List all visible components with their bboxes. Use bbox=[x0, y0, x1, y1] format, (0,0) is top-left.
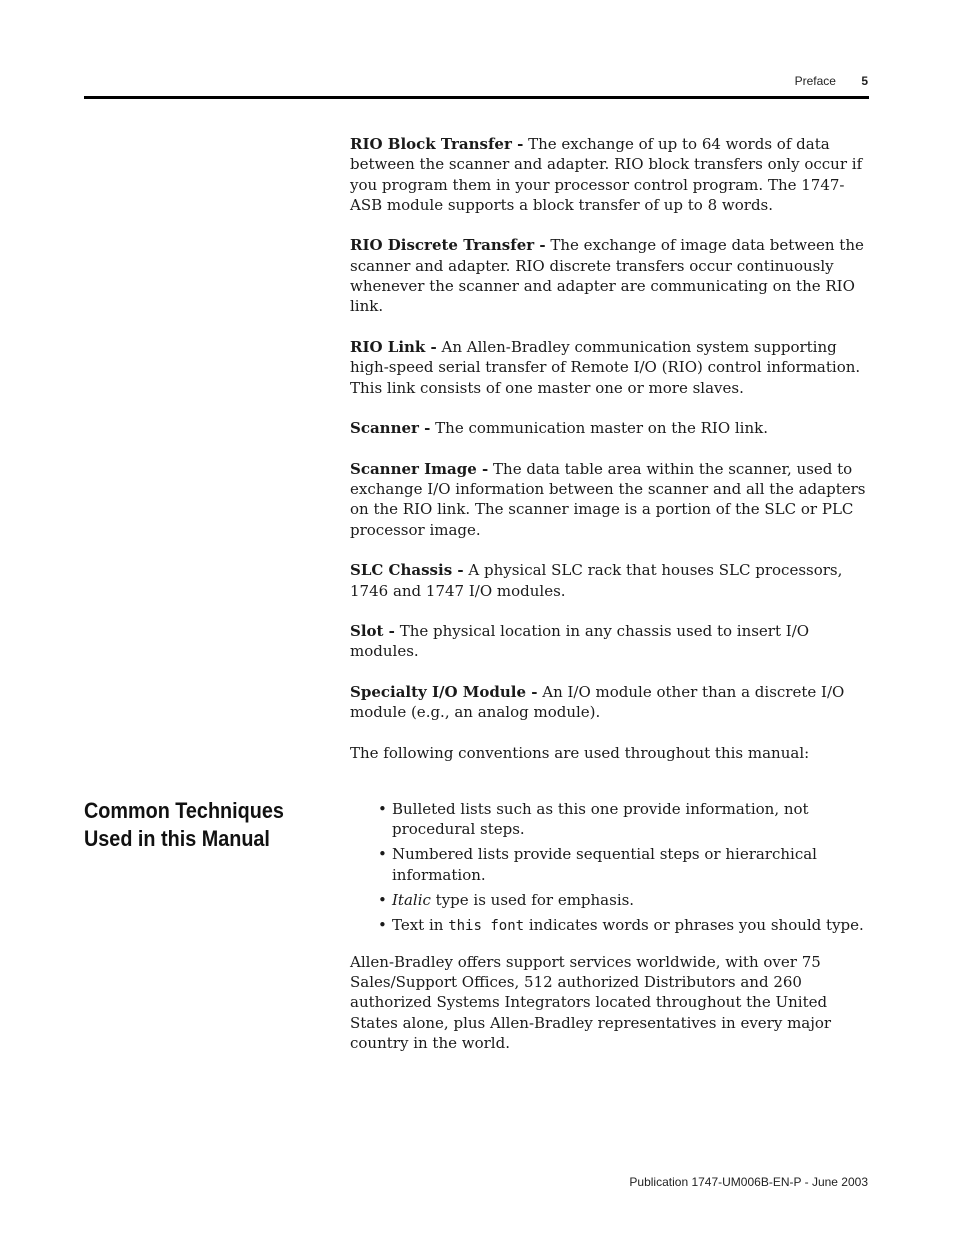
definition-text: The exchange of up to 64 words of data between the scanner and adapter. RIO block transfers only occur if you program them in your processor control program. The 1747-ASB module supports a block transfer of up to 8 words. bbox=[350, 135, 863, 214]
definition-term: Scanner - bbox=[350, 419, 431, 438]
bullet-icon: • bbox=[378, 800, 387, 818]
conventions-intro: The following conventions are used throughout this manual: bbox=[350, 743, 810, 762]
definition-rio-discrete-transfer bbox=[350, 235, 870, 316]
definition-slc-chassis bbox=[350, 560, 870, 601]
definition-rio-link bbox=[350, 337, 870, 398]
definition-scanner-image bbox=[350, 459, 870, 540]
list-item bbox=[350, 799, 870, 840]
section-heading: Common Techniques Used in this Manual bbox=[84, 798, 284, 851]
conventions-bullet-list bbox=[350, 799, 870, 936]
italic-example: Italic bbox=[392, 890, 431, 909]
definition-term: Slot - bbox=[350, 622, 395, 641]
definition-text: The exchange of image data between the scanner and adapter. RIO discrete transfers occur continuously whenever the scanner and adapter are communicating on the RIO link. bbox=[350, 236, 864, 316]
list-item-text: indicates words or phrases you should type. bbox=[524, 915, 864, 934]
definition-specialty-io-module bbox=[350, 682, 870, 723]
page-header bbox=[795, 74, 868, 88]
definition-text: The physical location in any chassis used to insert I/O modules. bbox=[350, 622, 810, 661]
bullet-icon: • bbox=[378, 915, 387, 934]
definition-scanner bbox=[350, 418, 870, 438]
definition-term: Specialty I/O Module - bbox=[350, 683, 538, 702]
publication-footer: Publication 1747-UM006B-EN-P - June 2003 bbox=[629, 1175, 868, 1189]
definition-term: SLC Chassis - bbox=[350, 561, 464, 580]
definition-text: An I/O module other than a discrete I/O module (e.g., an analog module). bbox=[350, 683, 845, 722]
header-section-title: Preface bbox=[794, 74, 836, 88]
definition-term: Scanner Image - bbox=[350, 459, 489, 478]
header-rule bbox=[84, 96, 869, 99]
definition-term: RIO Link - bbox=[350, 337, 437, 356]
techniques-section bbox=[350, 799, 870, 1053]
list-item bbox=[350, 890, 870, 910]
definition-term: RIO Discrete Transfer - bbox=[350, 236, 546, 255]
list-item bbox=[350, 915, 870, 936]
list-item-text: Text in bbox=[392, 915, 449, 934]
list-item-text: Bulleted lists such as this one provide information, not procedural steps. bbox=[392, 800, 809, 839]
definition-text: A physical SLC rack that houses SLC processors, 1746 and 1747 I/O modules. bbox=[350, 561, 843, 600]
page-number: 5 bbox=[861, 74, 868, 88]
list-item bbox=[350, 844, 870, 885]
list-item-text: Numbered lists provide sequential steps or hierarchical information. bbox=[392, 845, 817, 884]
definition-slot bbox=[350, 621, 870, 662]
monospace-example: this font bbox=[448, 917, 525, 934]
definition-term: RIO Block Transfer - bbox=[350, 135, 524, 153]
support-paragraph: Allen-Bradley offers support services worldwide, with over 75 Sales/Support Offices, 512 authorized Distributors and 260 authorized Systems Integrators located throughout the United States alone, plus Allen-Bradley representatives in every major country in the world. bbox=[350, 952, 832, 1053]
bullet-icon: • bbox=[378, 845, 387, 864]
definition-text: The data table area within the scanner, used to exchange I/O information between the scanner and all the adapters on the RIO link. The scanner image is a portion of the SLC or PLC processor image. bbox=[350, 459, 866, 539]
list-item-text: type is used for emphasis. bbox=[430, 890, 635, 909]
definition-text: An Allen-Bradley communication system supporting high-speed serial transfer of Remote I/O (RIO) control information. This link consists of one master one or more slaves. bbox=[350, 337, 861, 397]
definition-text: The communication master on the RIO link. bbox=[430, 419, 768, 438]
definitions-list bbox=[350, 134, 870, 784]
bullet-icon: • bbox=[378, 890, 387, 909]
definition-rio-block-transfer bbox=[350, 134, 870, 215]
